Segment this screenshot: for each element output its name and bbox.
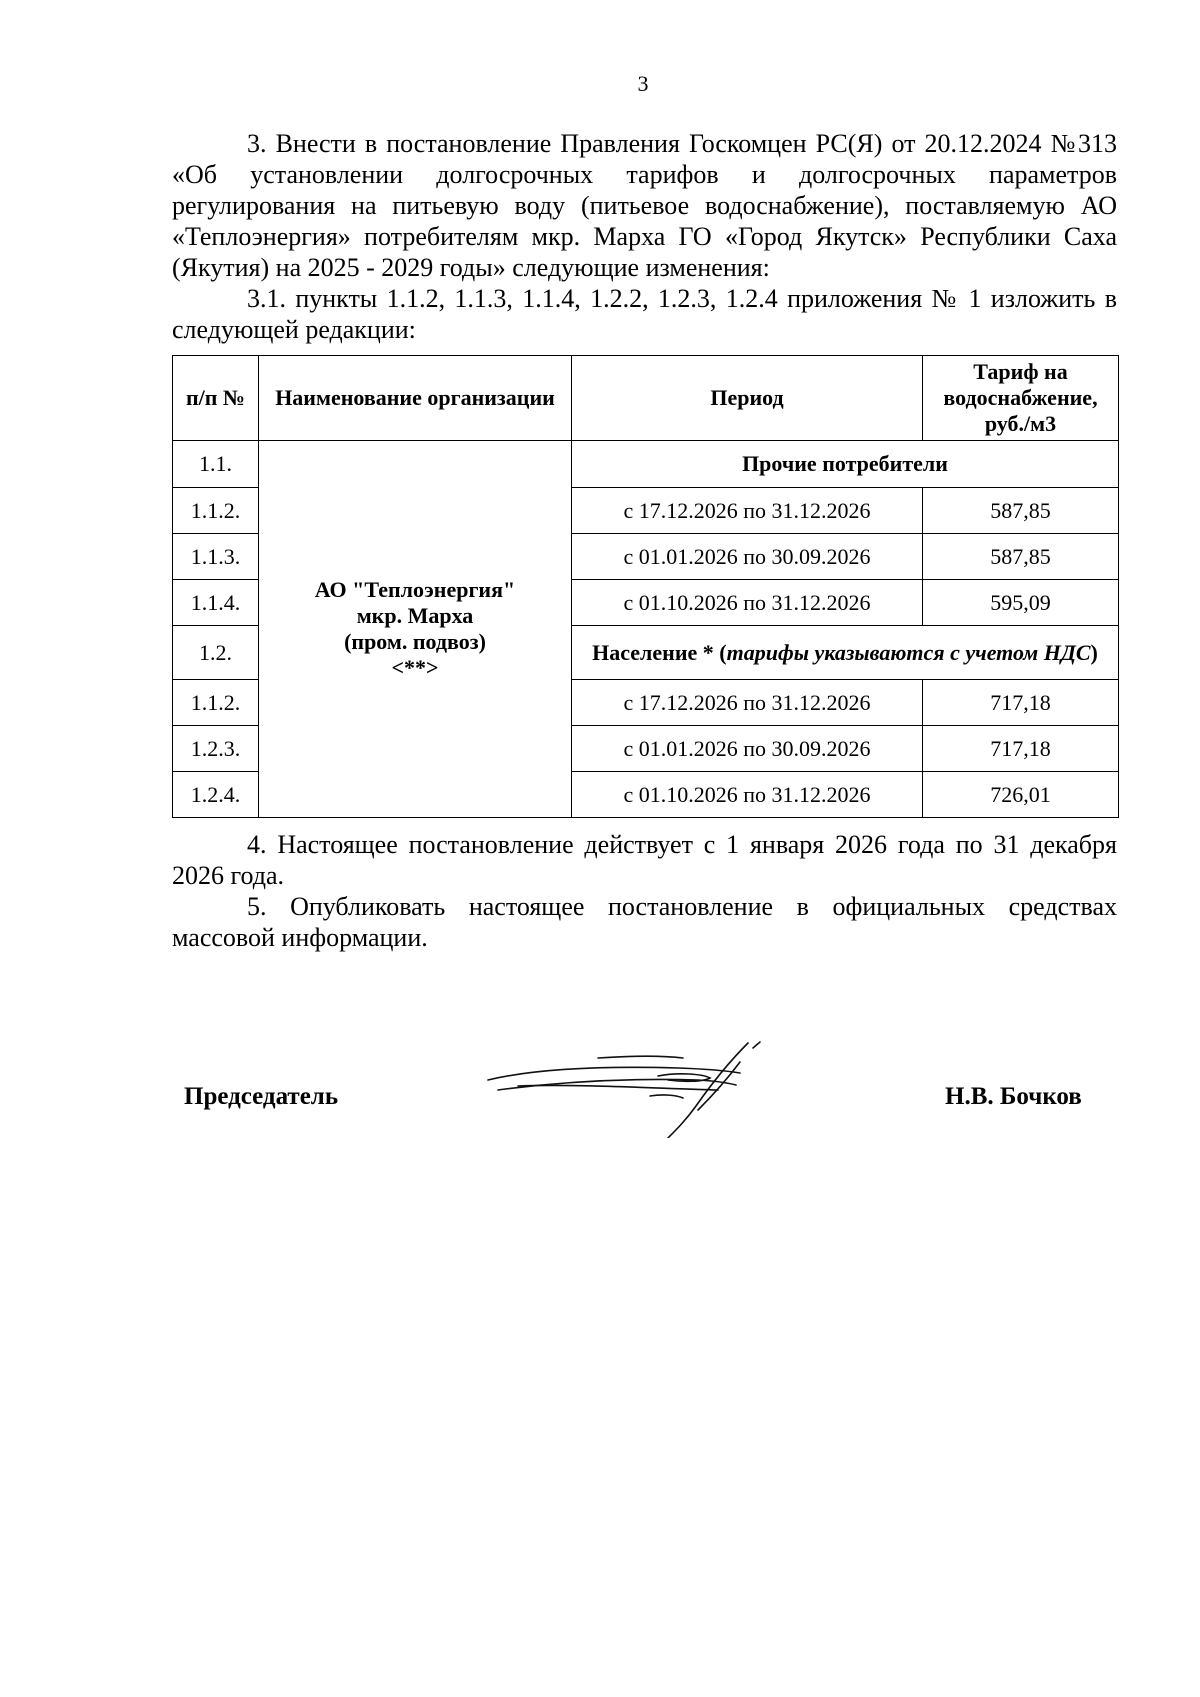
signature-stroke — [650, 1095, 683, 1098]
row-tariff: 717,18 — [923, 680, 1119, 726]
signature-stroke — [518, 1085, 718, 1090]
row-num: 1.1.4. — [173, 580, 259, 626]
outro-text — [172, 829, 1117, 953]
section-label-text: Население * ( — [592, 639, 727, 665]
organization-cell — [259, 441, 572, 818]
header-org: Наименование организации — [259, 356, 572, 441]
header-period: Период — [572, 356, 923, 441]
row-tariff: 726,01 — [923, 772, 1119, 818]
chairman-name: Н.В. Бочков — [945, 1083, 1082, 1110]
row-tariff: 717,18 — [923, 726, 1119, 772]
org-line-4: <**> — [391, 655, 439, 680]
header-num: п/п № — [173, 356, 259, 441]
row-tariff: 587,85 — [923, 488, 1119, 534]
header-tariff: Тариф на водоснабжение, руб./м3 — [923, 356, 1119, 441]
signature-stroke — [598, 1056, 683, 1058]
section-num: 1.2. — [173, 626, 259, 680]
section-label-close: ) — [1090, 639, 1098, 665]
row-num: 1.2.4. — [173, 772, 259, 818]
row-period: с 17.12.2026 по 31.12.2026 — [572, 680, 923, 726]
section-label — [572, 626, 1119, 680]
section-row-other — [173, 441, 1119, 488]
signature-stroke — [488, 1067, 740, 1080]
row-tariff: 587,85 — [923, 534, 1119, 580]
paragraph-3-1: 3.1. пункты 1.1.2, 1.1.3, 1.1.4, 1.2.2, 1.2.3, 1.2.4 приложения № 1 изложить в следующей редакции: — [172, 284, 1117, 344]
row-period: с 01.01.2026 по 30.09.2026 — [572, 726, 923, 772]
handwritten-signature — [478, 1038, 798, 1138]
tariff-table — [172, 355, 1119, 818]
row-tariff: 595,09 — [923, 580, 1119, 626]
row-num: 1.2.3. — [173, 726, 259, 772]
section-note: тарифы указываются с учетом НДС — [726, 639, 1091, 665]
signature-stroke — [753, 1042, 760, 1048]
section-num: 1.1. — [173, 441, 259, 488]
row-period: с 01.10.2026 по 31.12.2026 — [572, 580, 923, 626]
row-num: 1.1.2. — [173, 488, 259, 534]
table-header-row — [173, 356, 1119, 441]
page-number: 3 — [637, 71, 649, 96]
row-num: 1.1.3. — [173, 534, 259, 580]
org-line-2: мкр. Марха — [356, 603, 474, 628]
row-num: 1.1.2. — [173, 680, 259, 726]
org-line-3: (пром. подвоз) — [344, 629, 486, 654]
row-period: с 01.01.2026 по 30.09.2026 — [572, 534, 923, 580]
row-period: с 01.10.2026 по 31.12.2026 — [572, 772, 923, 818]
paragraph-4: 4. Настоящее постановление действует с 1 января 2026 года по 31 декабря 2026 года. — [172, 830, 1117, 890]
intro-text — [172, 128, 1117, 345]
row-period: с 17.12.2026 по 31.12.2026 — [572, 488, 923, 534]
section-label: Прочие потребители — [572, 441, 1119, 488]
chairman-title: Председатель — [184, 1083, 339, 1110]
paragraph-5: 5. Опубликовать настоящее постановление в официальных средствах массовой информации. — [172, 892, 1117, 952]
paragraph-3: 3. Внести в постановление Правления Госкомцен РС(Я) от 20.12.2024 №313 «Об установлении долгосрочных тарифов и долгосрочных параметров регулирования на питьевую воду (питьевое водоснабжение), поставляемую АО «Теплоэнергия» потребителям мкр. Марха ГО «Город Якутск» Республики Саха (Якутия) на 2025 - 2029 годы» следующие изменения: — [172, 129, 1117, 282]
org-line-1: АО "Теплоэнергия" — [314, 577, 516, 602]
